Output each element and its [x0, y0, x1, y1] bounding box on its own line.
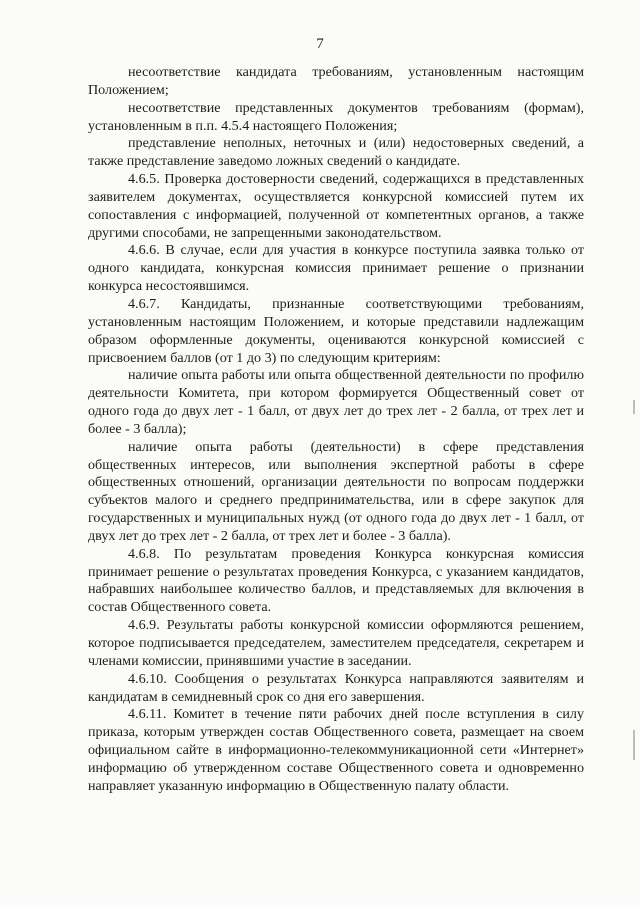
- paragraph-4-6-7: 4.6.7. Кандидаты, признанные соответствующими требованиям, установленным настоящим Положением, и которые представили надлежащим образом оформленные документы, оцениваются конкурсной комиссией с присвоением баллов (от 1 до 3) по следующим критериям:: [88, 295, 584, 366]
- scan-artifact-mark: [633, 400, 635, 414]
- paragraph-4-6-11: 4.6.11. Комитет в течение пяти рабочих дней после вступления в силу приказа, которым утвержден состав Общественного совета, размещает на своем официальном сайте в информационно-телекоммуникационной сети «Интернет» информацию об утвержденном составе Общественного совета и одновременно направляет указанную информацию в Общественную палату области.: [88, 706, 584, 794]
- criterion-2: наличие опыта работы (деятельности) в сфере представления общественных интересов, или выполнения экспертной работы в сфере общественных отношений, организации деятельности по вопросам поддержки субъектов малого и среднего предпринимательства, или в сфере закупок для государственных и муниципальных нужд (от одного года до двух лет - 1 балл, от двух лет до трех лет - 2 балла, от трех лет и более - 3 балла).: [88, 438, 584, 544]
- paragraph-4-6-9: 4.6.9. Результаты работы конкурсной комиссии оформляются решением, которое подписывается председателем, заместителем председателя, секретарем и членами комиссии, принявшими участие в заседании.: [88, 617, 584, 669]
- criterion-1: наличие опыта работы или опыта общественной деятельности по профилю деятельности Комитета, при котором формируется Общественный совет от одного года до двух лет - 1 балл, от двух лет до трех лет - 2 балла, от трех лет и более - 3 балла);: [88, 367, 584, 437]
- paragraph-4-6-5: 4.6.5. Проверка достоверности сведений, содержащихся в представленных заявителем документах, осуществляется конкурсной комиссией путем их сопоставления с информацией, полученной от компетентных органов, а также другими способами, не запрещенными законодательством.: [88, 171, 584, 241]
- paragraph-3: представление неполных, неточных и (или) недостоверных сведений, а также представление заведомо ложных сведений о кандидате.: [88, 135, 584, 170]
- scan-artifact-mark: [633, 730, 635, 760]
- paragraph-4-6-10: 4.6.10. Сообщения о результатах Конкурса направляются заявителям и кандидатам в семидневный срок со дня его завершения.: [88, 670, 584, 705]
- page-number: 7: [316, 36, 324, 52]
- document-body: [88, 64, 584, 796]
- paragraph-1: несоответствие кандидата требованиям, установленным настоящим Положением;: [88, 64, 584, 98]
- paragraph-4-6-8: 4.6.8. По результатам проведения Конкурса конкурсная комиссия принимает решение о результатах проведения Конкурса, с указанием кандидатов, набравших наибольшее количество баллов, и представляемых для включения в состав Общественного совета.: [88, 545, 584, 616]
- paragraph-2: несоответствие представленных документов требованиям (формам), установленным в п.п. 4.5.4 настоящего Положения;: [88, 99, 584, 134]
- paragraph-4-6-6: 4.6.6. В случае, если для участия в конкурсе поступила заявка только от одного кандидата, конкурсная комиссия принимает решение о признании конкурса несостоявшимся.: [88, 242, 584, 295]
